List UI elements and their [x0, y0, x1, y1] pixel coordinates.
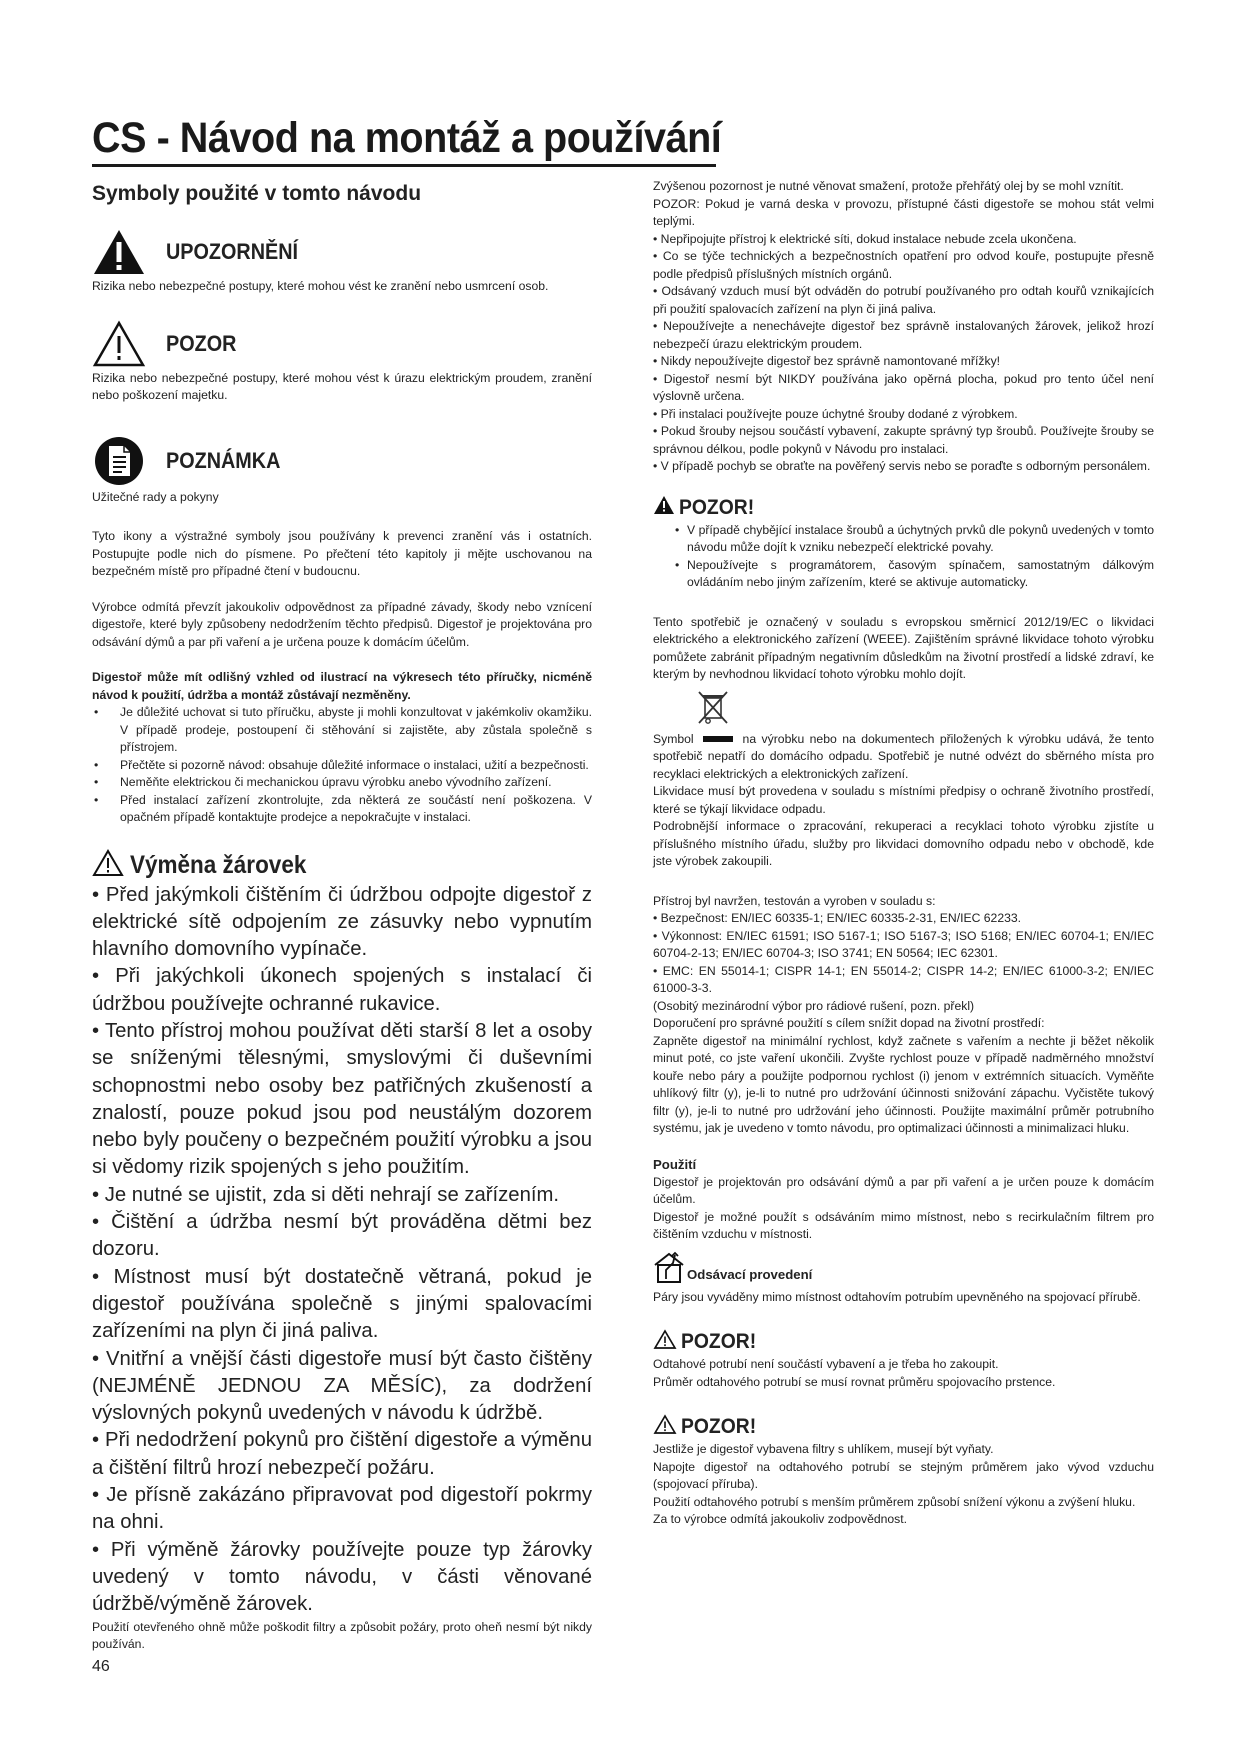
- list-item: • Přečtěte si pozorně návod: obsahuje důležité informace o instalaci, užití a bezpečnosti.: [92, 757, 592, 775]
- pozor3-line: Napojte digestoř na odtahového potrubí se stejným průměrem jako vývod vzduchu (spojovací příruba).: [653, 1459, 1154, 1491]
- crossed-bin-icon: [697, 690, 1154, 731]
- pozor-heading-1: [653, 494, 1154, 522]
- pozor2-line: Odtahové potrubí není součástí vybavení a je třeba ho zakoupit.: [653, 1357, 999, 1371]
- pozor3-line: Použití odtahového potrubí s menším průměrem způsobí snížení výkonu a zvýšení hluku.: [653, 1494, 1136, 1509]
- list-item: • Neměňte elektrickou či mechanickou úpravu výrobku anebo vývodního zařízení.: [92, 774, 592, 792]
- safety-item: • Před jakýmkoli čištěním či údržbou odpojte digestoř z elektrické sítě odpojením ze zásuvky nebo vypnutím hlavního domovního vypínače.: [92, 883, 592, 961]
- page-number: 46: [92, 1658, 110, 1675]
- intro-line: POZOR: Pokud je varná deska v provozu, přístupné části digestoře se mohou stát velmi teplými.: [653, 196, 1154, 228]
- intro-line: • Nikdy nepoužívejte digestoř bez správně namontované mřížky!: [653, 354, 1001, 368]
- caution-label: POZOR: [166, 330, 237, 356]
- right-column: [653, 178, 1154, 1529]
- intro-line: Zvýšenou pozornost je nutné věnovat smažení, protože přehřátý olej by se mohl vznítit.: [653, 179, 1124, 193]
- pozor-heading-3: [653, 1413, 1154, 1441]
- intro-line: • Při instalaci používejte pouze úchytné šrouby dodané z výrobkem.: [653, 406, 1018, 421]
- warning-filled-icon: [92, 227, 146, 277]
- caution-description: Rizika nebo nebezpečné postupy, které mohou vést k úrazu elektrickým proudem, zranění nebo poškození majetku.: [92, 370, 592, 402]
- intro-line: • Odsávaný vzduch musí být odváděn do potrubí používaného pro odtah kouřů vznikajících při použití spalovacích zařízení na plyn či jiná paliva.: [653, 284, 1154, 316]
- intro-line: • V případě pochyb se obraťte na pověřený servis nebo se poraďte s odborným personálem.: [653, 459, 1151, 473]
- warning-symbol-row: [92, 226, 592, 278]
- warning-filled-icon: [653, 495, 675, 520]
- disposal-line: Podrobnější informace o zpracování, rekuperaci a recyklaci tohoto výrobku zjistíte u příslušného místního úřadu, služby pro likvidaci domovního odpadu nebo v obchodě, kde jste výrobek zakoupili.: [653, 819, 1154, 868]
- note-label: POZNÁMKA: [166, 447, 281, 473]
- pozor3-line: Za to výrobce odmítá jakoukoliv zodpovědnost.: [653, 1512, 908, 1526]
- list-item: • Je důležité uchovat si tuto příručku, abyste ji mohli konzultovat v jakémkoliv okamžiku. V případě prodeje, postoupení či stěhování si zajistěte, aby zůstala společně s přístrojem.: [92, 704, 592, 757]
- standards-line: • EMC: EN 55014-1; CISPR 14-1; EN 55014-2; CISPR 14-2; EN/IEC 61000-3-2; EN/IEC 61000-3-3.: [653, 963, 1154, 995]
- safety-item: • Při jakýchkoli úkonech spojených s instalací či údržbou používejte ochranné rukavice.: [92, 965, 592, 1015]
- pozor3-line: Jestliže je digestoř vybavena filtry s uhlíkem, musejí být vyňaty.: [653, 1442, 994, 1456]
- standards-line: Doporučení pro správné použití s cílem snížit dopad na životní prostředí:: [653, 1016, 1045, 1030]
- warning-description: Rizika nebo nebezpečné postupy, které mohou vést ke zranění nebo usmrcení osob.: [92, 279, 549, 293]
- intro-line: • Co se týče technických a bezpečnostních opatření pro odvod kouře, postupujte přesně podle předpisů příslušných místních orgánů.: [653, 249, 1154, 281]
- title-underline: [92, 164, 716, 167]
- safety-item: • Je nutné se ujistit, zda si děti nehrají se zařízením.: [92, 1183, 560, 1206]
- note-symbol-row: [92, 433, 592, 489]
- caution-outline-icon: [92, 319, 146, 369]
- safety-item: • Čištění a údržba nesmí být prováděna dětmi bez dozoru.: [92, 1211, 592, 1261]
- symbol-text: na výrobku nebo na dokumentech přiložených k výrobku udává, že tento spotřebič nepatří do domácího odpadu. Spotřebič je nutné odvézt do sběrného místa pro recyklaci elektrických a elektronických zařízení.: [653, 731, 1155, 781]
- safety-item: • Je přísně zakázáno připravovat pod digestoří pokrmy na ohni.: [92, 1484, 592, 1534]
- note-document-icon: [92, 436, 146, 486]
- symbols-heading: Symboly použité v tomto návodu: [92, 182, 422, 205]
- appearance-note: Digestoř může mít odlišný vzhled od ilustrací na výkresech této příručky, nicméně návod k použití, údržba a montáž zůstávají nezměněny.: [92, 670, 592, 702]
- black-bar-icon: [703, 736, 733, 742]
- intro-line: • Pokud šrouby nejsou součástí vybavení, zakupte správný typ šroubů. Používejte šrouby se správnou délkou, podle pokynů v Návodu pro instalaci.: [653, 424, 1154, 456]
- odsavaci-heading: Odsávací provedení: [687, 1266, 813, 1282]
- intro-paragraph: Tyto ikony a výstražné symboly jsou používány k prevenci zranění vás i ostatních. Postupujte podle nich do písmene. Po přečtení této kapitoly ji mějte uschovanou na bezpečném místě pro případné čtení v budoucnu.: [92, 529, 592, 578]
- pozor-title: POZOR!: [681, 1415, 757, 1438]
- list-item: • Nepoužívejte s programátorem, časovým spínačem, samostatným dálkovým ovládáním nebo jiným zařízením, které se aktivuje automaticky.: [653, 557, 1154, 592]
- pozor-title: POZOR!: [681, 1330, 757, 1353]
- pouziti-line: Digestoř je možné použít s odsáváním mimo místnost, nebo s recirkulačním filtrem pro čištěním vzduchu v místnosti.: [653, 1209, 1154, 1241]
- standards-line: (Osobitý mezinárodní výbor pro rádiové rušení, pozn. překl): [653, 998, 975, 1013]
- safety-item: • Tento přístroj mohou používat děti starší 8 let a osoby se sníženými tělesnými, smyslovými či duševními schopnostmi nebo osoby bez patřičných zkušeností a znalostí, pouze pokud jsou pod neustálým dozorem nebo byly poučeny o bezpečném použití výrobku a jsou si vědomy rizik spojených s jeho použitím.: [92, 1019, 592, 1179]
- standards-line: Přístroj byl navržen, testován a vyroben v souladu s:: [653, 893, 936, 908]
- note-description: Užitečné rady a pokyny: [92, 489, 219, 504]
- intro-line: • Nepoužívejte a nenechávejte digestoř bez správně instalovaných žárovek, jelikož hrozí nebezpečí úrazu elektrickým proudem.: [653, 319, 1154, 351]
- safety-item: • Místnost musí být dostatečně větraná, pokud je digestoř používána společně s jinými spalovacími zařízeními na plyn či jiná paliva.: [92, 1265, 592, 1343]
- page-title: CS - Návod na montáž a používání: [92, 114, 722, 162]
- pozor-title: POZOR!: [679, 495, 755, 519]
- weee-paragraph: Tento spotřebič je označený v souladu s evropskou směrnicí 2012/19/EC o likvidaci elektrického a elektronického zařízení (WEEE). Zajištěním správné likvidace tohoto výrobku pomůžete zabránit případným negativním důsledkům na životní prostředí a lidské zdraví, ke kterým by nevhodnou likvidací tohoto výrobku mohlo dojít.: [653, 614, 1154, 681]
- open-fire-note: Použití otevřeného ohně může poškodit filtry a způsobit požáry, proto oheň nesmí být nikdy používán.: [92, 1619, 592, 1652]
- caution-outline-icon: [653, 1414, 677, 1440]
- safety-item: • Vnitřní a vnější části digestoře musí být často čištěny (NEJMÉNĚ JEDNOU ZA MĚSÍC), za dodržení výslovných pokynů uvedených v návodu k údržbě.: [92, 1347, 592, 1425]
- standards-line: • Bezpečnost: EN/IEC 60335-1; EN/IEC 60335-2-31, EN/IEC 62233.: [653, 911, 1022, 925]
- pouziti-heading: Použití: [653, 1156, 697, 1172]
- pozor-list: [653, 522, 1154, 592]
- odsavaci-heading-row: [653, 1250, 1154, 1289]
- safety-item: • Při nedodržení pokynů pro čištění digestoře a výměnu a čištění filtrů hrozí nebezpečí požáru.: [92, 1429, 592, 1479]
- standards-line: • Výkonnost: EN/IEC 61591; ISO 5167-1; ISO 5167-3; ISO 5168; EN/IEC 60704-1; EN/IEC 60704-2-13; EN/IEC 60704-3; ISO 3741; EN 50564; IEC 62301.: [653, 928, 1154, 960]
- safety-item: • Při výměně žárovky používejte pouze typ žárovky uvedený v tomto návodu, v části věnované údržbě/výměně žárovek.: [92, 1538, 592, 1616]
- caution-outline-icon: [653, 1329, 677, 1355]
- warning-label: UPOZORNĚNÍ: [166, 239, 299, 264]
- general-bullets: [92, 704, 592, 827]
- bulbs-heading: Výměna žárovek: [130, 851, 307, 879]
- odsavaci-text: Páry jsou vyváděny mimo místnost odtahovím potrubím upevněného na spojovací přírubě.: [653, 1289, 1141, 1304]
- liability-paragraph: Výrobce odmítá převzít jakoukoliv odpovědnost za případné závady, škody nebo vznícení digestoře, které byly způsobeny nedodržením těchto předpisů. Digestoř je projektována pro odsávání dýmů a par při vaření a je určena pouze k domácím účelům.: [92, 599, 592, 649]
- symbol-word: Symbol: [653, 731, 694, 746]
- standards-line: Zapněte digestoř na minimální rychlost, když začnete s vařením a nechte ji běžet několik minut poté, co jste vaření ukončili. Zvyšte rychlost pouze v případě nadměrného množství kouře nebo páry a použijte podpornou rychlost (i) jenom v extrémních situacích. Vyměňte uhlíkový filtr (y), je-li to nutné pro udržování účinnosti snižování zápachu. Vyčistěte tukový filtr (y), je-li to nutné pro udržování jeho účinnosti. Použijte maximální průměr potrubního systému, jak je uvedeno v tomto návodu, pro optimalizaci účinnosti a minimalizaci hluku.: [653, 1033, 1154, 1135]
- pozor2-line: Průměr odtahového potrubí se musí rovnat průměru spojovacího prstence.: [653, 1374, 1056, 1389]
- bulbs-heading-row: [92, 849, 592, 882]
- intro-line: • Nepřipojujte přístroj k elektrické síti, dokud instalace nebude zcela ukončena.: [653, 231, 1077, 246]
- pouziti-line: Digestoř je projektován pro odsávání dýmů a par při vaření a je určen pouze k domácím účelům.: [653, 1174, 1154, 1206]
- pozor-heading-2: [653, 1328, 1154, 1356]
- list-item: • V případě chybějící instalace šroubů a úchytných prvků dle pokynů uvedených v tomto návodu může dojít k vzniku nebezpečí elektrické povahy.: [653, 522, 1154, 557]
- symbol-paragraph: [653, 731, 1154, 784]
- intro-line: • Digestoř nesmí být NIKDY používána jako opěrná plocha, pokud pro tento účel není výslovně určena.: [653, 371, 1154, 403]
- caution-symbol-row: [92, 318, 592, 370]
- list-item: • Před instalací zařízení zkontrolujte, zda některá ze součástí není poškozena. V opačném případě kontaktujte prodejce a nepokračujte v instalaci.: [92, 792, 592, 827]
- caution-outline-icon: [92, 849, 124, 882]
- left-column: [92, 180, 592, 1654]
- house-exhaust-icon: [653, 1250, 685, 1289]
- disposal-line: Likvidace musí být provedena v souladu s místními předpisy o ochraně životního prostředí, které se týkají likvidace odpadu.: [653, 784, 1154, 816]
